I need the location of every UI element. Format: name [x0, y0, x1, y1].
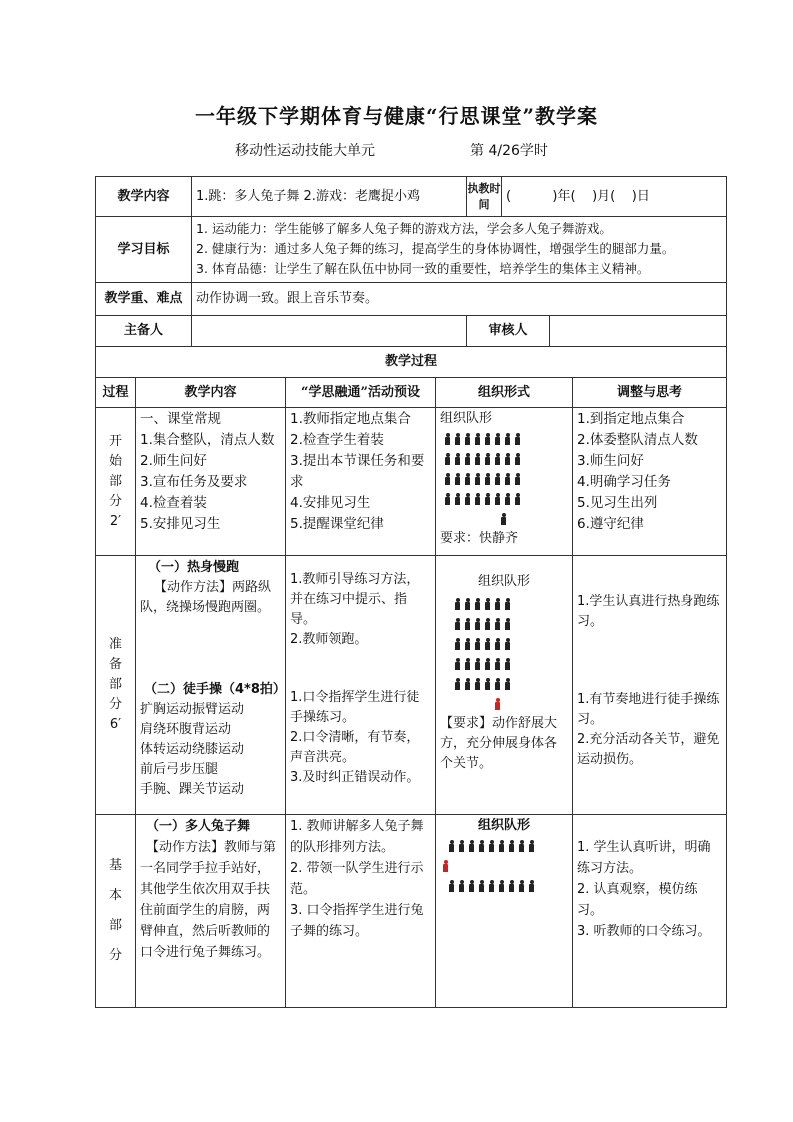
student-icon [514, 473, 521, 485]
student-icon [508, 880, 515, 892]
text-line: 备 [108, 657, 122, 672]
student-icon [498, 840, 505, 852]
student-icon [528, 880, 535, 892]
process-name [96, 408, 136, 556]
text-line: 1.集合整队，清点人数 [140, 432, 275, 448]
teacher-icon [494, 698, 501, 710]
teacher-icon [442, 860, 449, 872]
student-icon [478, 880, 485, 892]
organization-cell [436, 815, 573, 1008]
student-icon [518, 880, 525, 892]
student-icon [498, 880, 505, 892]
student-icon [484, 678, 491, 690]
student-icon [474, 598, 481, 610]
text-line: 前后弓步压腿 [140, 762, 219, 777]
student-icon [484, 618, 491, 630]
organization-cell [436, 408, 573, 556]
activities-cell [286, 556, 436, 815]
student-icon [484, 433, 491, 445]
text-line: 分 [108, 493, 122, 509]
student-icon [504, 658, 511, 670]
text-line: 组织队形 [477, 818, 530, 833]
student-icon [464, 433, 471, 445]
teacher-icon [500, 513, 507, 525]
text-line: 1.口令指挥学生进行徒手操练习。 [290, 690, 420, 725]
student-icon [484, 658, 491, 670]
reviewer-field[interactable] [550, 316, 727, 347]
student-icon [454, 598, 461, 610]
student-icon [468, 840, 475, 852]
text-line: 2. 认真观察，模仿练习。 [577, 882, 698, 918]
student-icon [504, 433, 511, 445]
text-line: 扩胸运动振臂运动 [140, 702, 245, 717]
text-line: 1.教师指定地点集合 [290, 411, 411, 427]
text-line: 一、课堂常规 [140, 411, 221, 427]
text-line: 3. 听教师的口令练习。 [577, 924, 711, 939]
text-line: 准 [108, 637, 122, 652]
text-line: 手腕、踝关节运动 [140, 782, 245, 797]
text-line: （一）热身慢跑 [148, 560, 240, 575]
text-line: 3.提出本节课任务和要求 [290, 453, 425, 490]
student-icon [484, 473, 491, 485]
text-line: 部 [108, 677, 122, 692]
student-icon [494, 453, 501, 465]
student-icon [454, 473, 461, 485]
student-icon [464, 658, 471, 670]
text-line: 体转运动绕膝运动 [140, 742, 245, 757]
text-line: 3.及时纠正错误动作。 [290, 770, 420, 785]
student-icon [454, 638, 461, 650]
text-line: 2.口令清晰，有节奏，声音洪亮。 [290, 730, 420, 765]
text-line: 要求：快静齐 [440, 531, 519, 546]
text-line: 5.安排见习生 [140, 516, 221, 532]
student-icon [514, 493, 521, 505]
student-icon [494, 678, 501, 690]
student-icon [504, 618, 511, 630]
goals-list [192, 217, 727, 283]
keypoints-label: 教学重、难点 [96, 283, 192, 316]
student-icon [484, 638, 491, 650]
student-icon [444, 493, 451, 505]
text-line: 2.检查学生着装 [290, 432, 384, 448]
text-line: 肩绕环腹背运动 [140, 722, 232, 737]
preparer-label: 主备人 [96, 316, 192, 347]
student-icon [458, 880, 465, 892]
preparer-field[interactable] [192, 316, 467, 347]
text-line: 2.体委整队清点人数 [577, 432, 698, 448]
student-icon [464, 678, 471, 690]
activities-cell [286, 815, 436, 1008]
lesson-info-table [95, 176, 727, 378]
student-icon [474, 453, 481, 465]
student-icon [474, 618, 481, 630]
student-icon [448, 880, 455, 892]
process-name [96, 815, 136, 1008]
student-icon [454, 678, 461, 690]
text-line: 分 [108, 948, 122, 963]
student-icon [444, 453, 451, 465]
student-icon [454, 453, 461, 465]
text-line: 3.师生问好 [577, 453, 644, 469]
text-line: 1. 学生认真听讲，明确练习方法。 [577, 840, 711, 876]
student-icon [504, 473, 511, 485]
content-cell [136, 815, 286, 1008]
text-line: 基 [108, 858, 122, 873]
student-icon [504, 598, 511, 610]
student-icon [464, 473, 471, 485]
student-icon [448, 840, 455, 852]
student-icon [518, 840, 525, 852]
text-line: 组织队形 [477, 574, 530, 589]
process-name [96, 556, 136, 815]
student-icon [494, 473, 501, 485]
text-line: 1.到指定地点集合 [577, 411, 685, 427]
student-icon [484, 453, 491, 465]
reflection-cell [573, 556, 727, 815]
student-icon [494, 433, 501, 445]
reflection-cell [573, 815, 727, 1008]
student-icon [444, 433, 451, 445]
text-line: 本 [108, 888, 122, 903]
student-icon [514, 433, 521, 445]
content-cell [136, 556, 286, 815]
text-line: 6.遵守纪律 [577, 516, 644, 532]
student-icon [528, 840, 535, 852]
student-icon [464, 493, 471, 505]
col-header-content: 教学内容 [136, 378, 286, 408]
process-table [95, 377, 727, 1008]
text-line: 2. 带领一队学生进行示范。 [290, 861, 424, 897]
text-line: 1.教师引导练习方法，并在练习中提示、指导。 [290, 572, 420, 627]
goal-item: 2. 健康行为：通过多人兔子舞的练习，提高学生的身体协调性，增强学生的腿部力量。 [196, 241, 675, 256]
student-icon [494, 493, 501, 505]
student-icon [474, 473, 481, 485]
student-icon [514, 453, 521, 465]
text-line: 2.师生问好 [140, 453, 207, 469]
reflection-cell [573, 408, 727, 556]
goals-label: 学习目标 [96, 217, 192, 283]
student-icon [454, 433, 461, 445]
student-icon [468, 880, 475, 892]
student-icon [484, 598, 491, 610]
col-header-process: 过程 [96, 378, 136, 408]
text-line: 1. 教师讲解多人兔子舞的队形排列方法。 [290, 819, 424, 855]
text-line: 部 [108, 918, 122, 933]
goal-item: 1. 运动能力：学生能够了解多人兔子舞的游戏方法，学会多人兔子舞游戏。 [196, 221, 612, 236]
text-line: 开 [108, 433, 122, 449]
student-icon [454, 493, 461, 505]
page-title: 一年级下学期体育与健康“行思课堂”教学案 [194, 104, 598, 128]
text-line: 1.有节奏地进行徒手操练习。 [577, 692, 720, 727]
student-icon [474, 678, 481, 690]
student-icon [504, 493, 511, 505]
text-line: 2.教师领跑。 [290, 632, 368, 647]
student-icon [458, 840, 465, 852]
exec-time-label: 执教时间 [467, 177, 502, 217]
lesson-number: 第 4/26学时 [470, 143, 548, 159]
content-cell [136, 408, 286, 556]
text-line: 5.提醒课堂纪律 [290, 516, 384, 532]
text-line: 4.安排见习生 [290, 495, 371, 511]
formation-diagram [454, 594, 568, 714]
text-line: 【动作方法】教师与第一名同学手拉手站好，其他学生依次用双手扶住前面学生的肩膀，两臂伸直，然后听教师的口令进行兔子舞练习。 [140, 840, 277, 960]
section-basic [96, 815, 727, 1008]
unit-name: 移动性运动技能大单元 [235, 143, 375, 159]
student-icon [464, 453, 471, 465]
student-icon [474, 433, 481, 445]
student-icon [454, 658, 461, 670]
text-line: 【动作方法】两路纵队，绕操场慢跑两圈。 [140, 580, 272, 615]
student-icon [508, 840, 515, 852]
student-icon [494, 618, 501, 630]
text-line: 3.宣布任务及要求 [140, 474, 248, 490]
student-icon [464, 638, 471, 650]
text-line: 2.充分活动各关节，避免运动损伤。 [577, 732, 720, 767]
col-header-organization: 组织形式 [436, 378, 573, 408]
text-line: 4.检查着装 [140, 495, 207, 511]
text-line: 5.见习生出列 [577, 495, 658, 511]
student-icon [474, 638, 481, 650]
formation-diagram [444, 429, 568, 529]
text-line: 3. 口令指挥学生进行兔子舞的练习。 [290, 903, 424, 939]
text-line: （二）徒手操（4*8拍） [144, 682, 286, 697]
activities-cell [286, 408, 436, 556]
text-line: 【要求】动作舒展大方，充分伸展身体各个关节。 [440, 716, 558, 771]
keypoints-value: 动作协调一致。跟上音乐节奏。 [192, 283, 727, 316]
text-line: 部 [108, 473, 122, 489]
student-icon [478, 840, 485, 852]
text-line: 4.明确学习任务 [577, 474, 671, 490]
student-icon [474, 658, 481, 670]
student-icon [504, 678, 511, 690]
col-header-activities: “学思融通”活动预设 [286, 378, 436, 408]
student-icon [488, 880, 495, 892]
text-line: 1.学生认真进行热身跑练习。 [577, 594, 720, 629]
text-line: 2′ [109, 513, 122, 529]
text-line: 组织队形 [440, 411, 493, 426]
text-line: 6′ [109, 717, 122, 732]
student-icon [444, 473, 451, 485]
section-prep [96, 556, 727, 815]
text-line: 分 [108, 697, 122, 712]
text-line: （一）多人兔子舞 [146, 819, 251, 834]
text-line: 始 [108, 453, 122, 469]
process-heading: 教学过程 [96, 347, 727, 378]
student-icon [484, 493, 491, 505]
reviewer-label: 审核人 [467, 316, 550, 347]
content-label: 教学内容 [96, 177, 192, 217]
formation-diagram [448, 836, 568, 896]
student-icon [494, 658, 501, 670]
student-icon [464, 618, 471, 630]
student-icon [494, 638, 501, 650]
student-icon [504, 638, 511, 650]
student-icon [464, 598, 471, 610]
student-icon [504, 453, 511, 465]
date-field[interactable]: ( )年( )月( )日 [502, 177, 727, 217]
goal-item: 3. 体育品德：让学生了解在队伍中协同一致的重要性，培养学生的集体主义精神。 [196, 261, 650, 276]
student-icon [488, 840, 495, 852]
student-icon [494, 598, 501, 610]
student-icon [474, 493, 481, 505]
content-value: 1.跳：多人兔子舞 2.游戏：老鹰捉小鸡 [192, 177, 467, 217]
student-icon [454, 618, 461, 630]
col-header-reflection: 调整与思考 [573, 378, 727, 408]
organization-cell [436, 556, 573, 815]
section-start [96, 408, 727, 556]
